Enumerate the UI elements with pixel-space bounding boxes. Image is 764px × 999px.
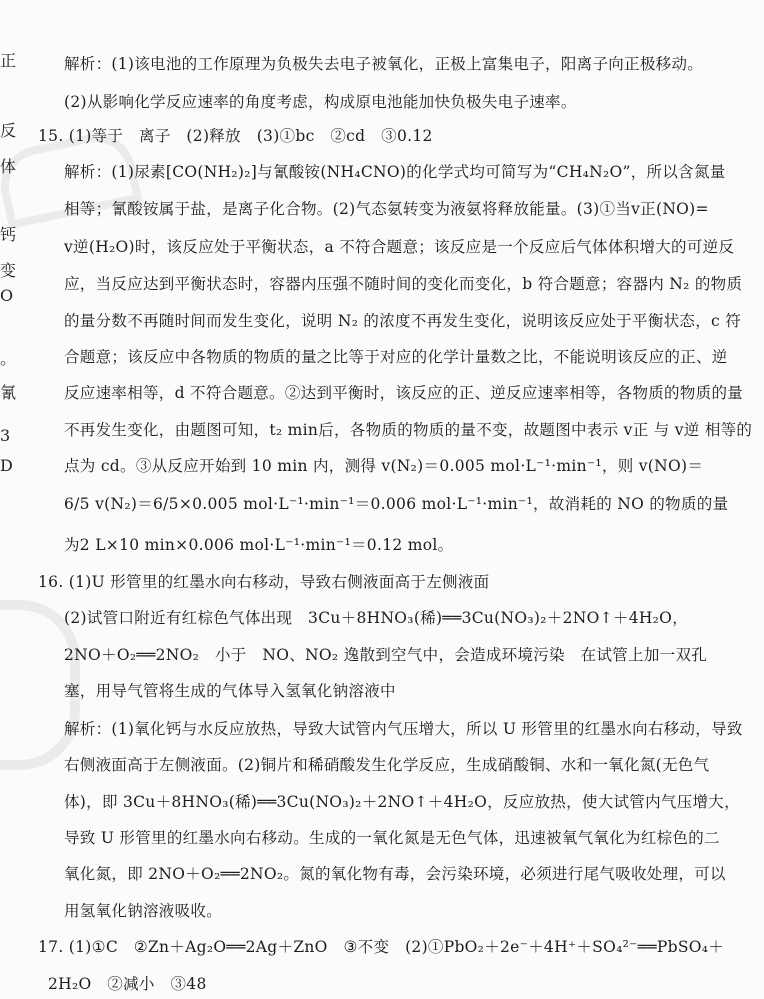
text-line: 塞，用导气管将生成的气体导入氢氧化钠溶液中 — [64, 682, 396, 700]
margin-fragment: 氰 — [0, 383, 17, 402]
text-line: 体)，即 3Cu＋8HNO₃(稀)══3Cu(NO₃)₂＋2NO↑＋4H₂O，反应放热，使大试管内气压增大， — [64, 793, 740, 811]
text-line: 相等；氰酸铵属于盐，是离子化合物。(2)气态氨转变为液氨将释放能量。(3)①当v正(NO)= — [64, 200, 709, 218]
text-line: 2H₂O ②减小 ③48 — [48, 975, 207, 993]
margin-fragment: 。 — [0, 349, 17, 368]
margin-fragment: 反 — [0, 121, 17, 140]
text-line: 合题意；该反应中各物质的物质的量之比等于对应的化学计量数之比，不能说明该反应的正、逆 — [64, 348, 728, 366]
text-line: 为2 L×10 min×0.006 mol·L⁻¹·min⁻¹＝0.12 mol。 — [64, 536, 454, 554]
text-line: 用氢氧化钠溶液吸收。 — [64, 902, 223, 920]
text-line: 不再发生变化，由题图可知，t₂ min后，各物质的物质的量不变，故题图中表示 v正 与 v逆 相等的 — [64, 421, 753, 439]
margin-fragment: 钙 — [0, 225, 17, 244]
text-line: (2)从影响化学反应速率的角度考虑，构成原电池能加快负极失电子速率。 — [64, 93, 577, 111]
margin-fragment: 3 — [0, 426, 11, 445]
margin-fragment: 变 — [0, 261, 17, 280]
answer-15-heading: 15. (1)等于 离子 (2)释放 (3)①bc ②cd ③0.12 — [38, 127, 433, 145]
text-line: 解析：(1)氧化钙与水反应放热，导致大试管内气压增大，所以 U 形管里的红墨水向右移动，导致 — [64, 720, 743, 738]
text-line: 应，当反应达到平衡状态时，容器内压强不随时间的变化而变化，b 符合题意；容器内 N₂ 的物质 — [64, 275, 743, 293]
margin-fragment: D — [0, 456, 13, 475]
text-line: 点为 cd。③从反应开始到 10 min 内，测得 v(N₂)＝0.005 mol·L⁻¹·min⁻¹，则 v(NO)＝ — [64, 457, 704, 475]
text-line: 2NO＋O₂══2NO₂ 小于 NO、NO₂ 逸散到空气中，会造成环境污染 在试管上加一双孔 — [64, 646, 708, 664]
answer-17-heading: 17. (1)①C ②Zn＋Ag₂O══2Ag＋ZnO ③不变 (2)①PbO₂＋2e⁻＋4H⁺＋SO₄²⁻══PbSO₄＋ — [38, 938, 725, 956]
text-line: v逆(H₂O)时，该反应处于平衡状态，a 不符合题意；该反应是一个反应后气体体积增大的可逆反 — [64, 238, 735, 256]
text-line: 6/5 v(N₂)＝6/5×0.005 mol·L⁻¹·min⁻¹＝0.006 mol·L⁻¹·min⁻¹，故消耗的 NO 的物质的量 — [64, 495, 729, 513]
text-line: 反应速率相等，d 不符合题意。②达到平衡时，该反应的正、逆反应速率相等，各物质的物质的量 — [64, 384, 744, 402]
text-line: 解析：(1)该电池的工作原理为负极失去电子被氧化，正极上富集电子，阳离子向正极移动。 — [64, 55, 704, 73]
text-line: 的量分数不再随时间而发生变化，说明 N₂ 的浓度不再发生变化，说明该反应处于平衡状态，c 符 — [64, 312, 742, 330]
text-line: (2)试管口附近有红棕色气体出现 3Cu＋8HNO₃(稀)══3Cu(NO₃)₂＋2NO↑＋4H₂O， — [64, 609, 688, 627]
text-line: 解析：(1)尿素[CO(NH₂)₂]与氰酸铵(NH₄CNO)的化学式均可简写为“CH₄N₂O”，所以含氮量 — [64, 163, 726, 181]
margin-fragment: O — [0, 286, 14, 305]
answer-16-heading: 16. (1)U 形管里的红墨水向右移动，导致右侧液面高于左侧液面 — [38, 573, 490, 591]
text-line: 氧化氮，即 2NO＋O₂══2NO₂。氮的氧化物有毒，会污染环境，必须进行尾气吸收处理，可以 — [64, 865, 726, 883]
text-line: 右侧液面高于左侧液面。(2)铜片和稀硝酸发生化学反应，生成硝酸铜、水和一氧化氮(无色气 — [64, 756, 710, 774]
margin-fragment: 体 — [0, 157, 17, 176]
text-line: 导致 U 形管里的红墨水向右移动。生成的一氧化氮是无色气体，迅速被氧气氧化为红棕色的二 — [64, 829, 720, 847]
margin-fragment: 正 — [0, 51, 17, 70]
